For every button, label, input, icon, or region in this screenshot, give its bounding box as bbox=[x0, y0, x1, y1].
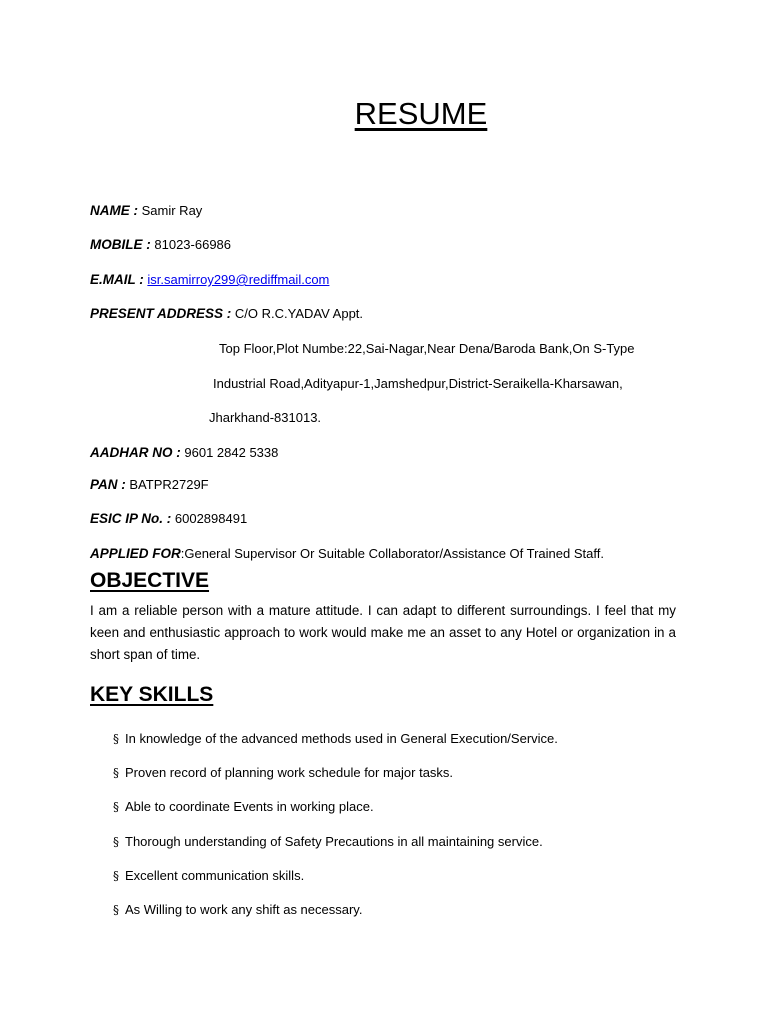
skill-text: Thorough understanding of Safety Precautions in all maintaining service. bbox=[125, 834, 543, 849]
pan-label: PAN : bbox=[90, 477, 126, 492]
resume-title: RESUME bbox=[354, 96, 488, 131]
skill-item bbox=[113, 902, 362, 917]
skill-text: Excellent communication skills. bbox=[125, 868, 305, 883]
skill-text: Proven record of planning work schedule for major tasks. bbox=[125, 765, 454, 780]
applied-row bbox=[90, 546, 604, 561]
mobile-value: 81023-66986 bbox=[154, 237, 232, 252]
address-line-4: Jharkhand-831013. bbox=[209, 410, 322, 425]
skill-item bbox=[113, 834, 543, 849]
pan-row bbox=[90, 477, 209, 492]
applied-value: :General Supervisor Or Suitable Collaborator/Assistance Of Trained Staff. bbox=[180, 546, 604, 561]
skill-item bbox=[113, 765, 453, 780]
address-label: PRESENT ADDRESS : bbox=[90, 306, 232, 321]
aadhar-row bbox=[90, 445, 278, 460]
skill-text: Able to coordinate Events in working place. bbox=[125, 799, 374, 814]
section-bullet-icon: § bbox=[113, 903, 119, 917]
name-row bbox=[90, 203, 202, 218]
aadhar-value: 9601 2842 5338 bbox=[184, 445, 279, 460]
esic-label: ESIC IP No. : bbox=[90, 511, 172, 526]
address-line-2: Top Floor,Plot Numbe:22,Sai-Nagar,Near Dena/Baroda Bank,On S-Type bbox=[219, 341, 635, 356]
key-skills-heading: KEY SKILLS bbox=[90, 683, 214, 706]
section-bullet-icon: § bbox=[113, 732, 119, 746]
esic-value: 6002898491 bbox=[174, 511, 248, 526]
applied-label: APPLIED FOR bbox=[90, 546, 181, 561]
skill-item bbox=[113, 731, 558, 746]
name-value: Samir Ray bbox=[141, 203, 203, 218]
email-link[interactable]: isr.samirroy299@rediffmail.com bbox=[147, 272, 330, 287]
address-line-3: Industrial Road,Adityapur-1,Jamshedpur,District-Seraikella-Kharsawan, bbox=[213, 376, 623, 391]
skill-item bbox=[113, 868, 304, 883]
esic-row bbox=[90, 511, 247, 526]
mobile-row bbox=[90, 237, 231, 252]
email-row bbox=[90, 272, 329, 287]
skill-text: In knowledge of the advanced methods used in General Execution/Service. bbox=[125, 731, 558, 746]
email-label: E.MAIL : bbox=[90, 272, 144, 287]
section-bullet-icon: § bbox=[113, 869, 119, 883]
pan-value: BATPR2729F bbox=[129, 477, 209, 492]
name-label: NAME : bbox=[90, 203, 138, 218]
objective-heading: OBJECTIVE bbox=[90, 569, 210, 592]
section-bullet-icon: § bbox=[113, 766, 119, 780]
skill-item bbox=[113, 799, 374, 814]
address-row bbox=[90, 306, 363, 321]
mobile-label: MOBILE : bbox=[90, 237, 151, 252]
objective-text: I am a reliable person with a mature attitude. I can adapt to different surroundings. I feel that my keen and enthusiastic approach to work would make me an asset to any Hotel or organization in a short span of time. bbox=[90, 603, 676, 662]
address-line-1: C/O R.C.YADAV Appt. bbox=[234, 306, 364, 321]
aadhar-label: AADHAR NO : bbox=[90, 445, 181, 460]
section-bullet-icon: § bbox=[113, 835, 119, 849]
section-bullet-icon: § bbox=[113, 800, 119, 814]
skill-text: As Willing to work any shift as necessary. bbox=[125, 902, 363, 917]
